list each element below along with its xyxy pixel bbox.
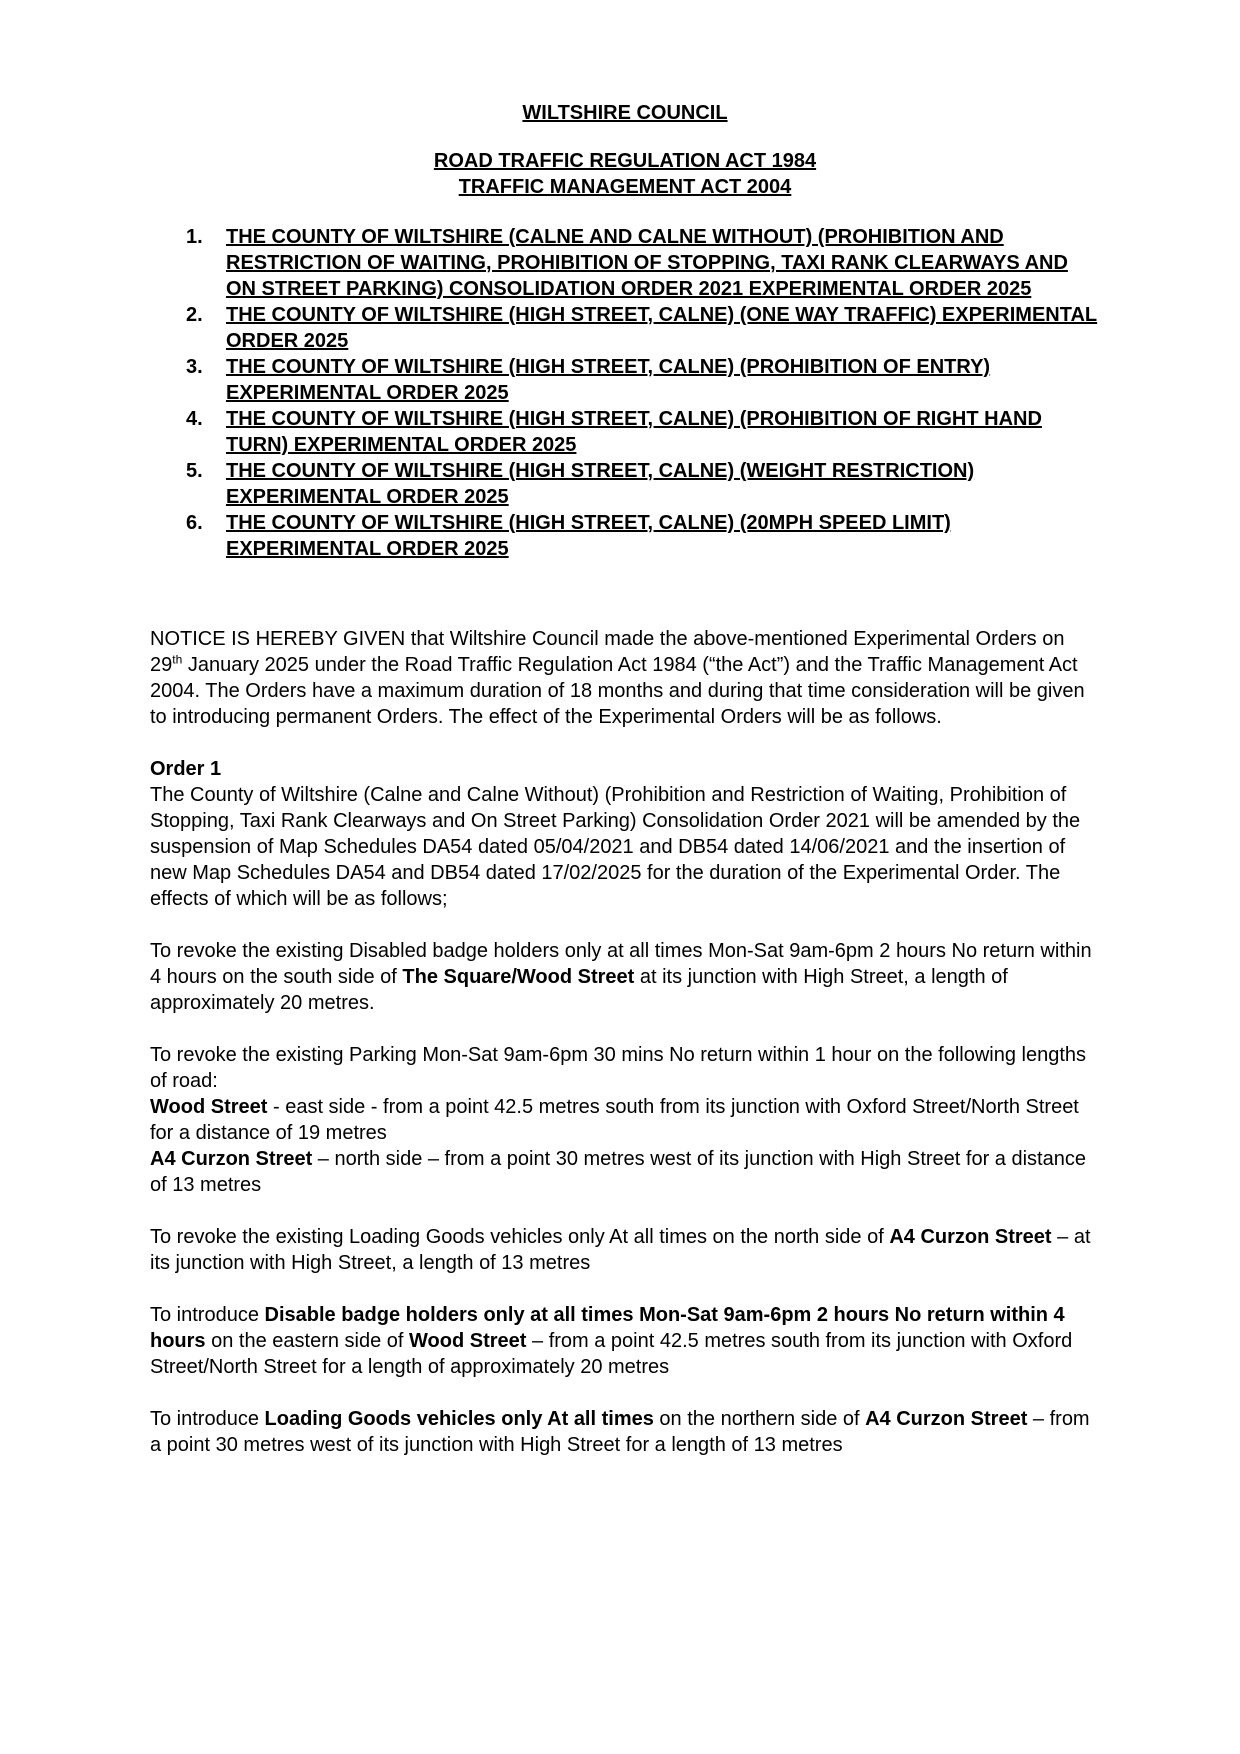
revoke-parking-paragraph (150, 1042, 1100, 1198)
order-number: 6. (186, 512, 203, 534)
para-text: on the northern side of (653, 1408, 866, 1430)
para-text: To introduce (150, 1304, 265, 1326)
order-title: THE COUNTY OF WILTSHIRE (HIGH STREET, CALNE) (20MPH SPEED LIMIT) EXPERIMENTAL ORDER 2025 (226, 512, 951, 560)
para-text: at its junction with High Street, a length of approximately 20 metres. (150, 966, 1008, 1014)
order1-heading: Order 1 (150, 758, 222, 780)
list-item (150, 458, 1100, 510)
para-text: on the eastern side of (205, 1330, 410, 1352)
list-item (150, 354, 1100, 406)
street-name: A4 Curzon Street (150, 1148, 313, 1170)
order-number: 3. (186, 356, 203, 378)
notice-text: NOTICE IS HEREBY GIVEN that Wiltshire Council made the above-mentioned Experimental Orders on 29 (150, 628, 1065, 676)
list-item (150, 510, 1100, 562)
order-title: THE COUNTY OF WILTSHIRE (HIGH STREET, CALNE) (PROHIBITION OF ENTRY) EXPERIMENTAL ORDER 2025 (226, 356, 991, 404)
restriction-name: Disable badge holders only at all times Mon-Sat 9am-6pm 2 hours No return within 4 hours (150, 1304, 1065, 1352)
notice-text-cont: January 2025 under the Road Traffic Regulation Act 1984 (“the Act”) and the Traffic Management Act 2004. The Orders have a maximum duration of 18 months and during that time consideration will be given to introducing permanent Orders. The effect of the Experimental Orders will be as follows. (150, 654, 1085, 728)
order-number: 1. (186, 226, 203, 248)
para-text: To introduce (150, 1408, 265, 1430)
list-item (150, 302, 1100, 354)
revoke-loading-paragraph (150, 1224, 1100, 1276)
street-name: The Square/Wood Street (402, 966, 635, 988)
order-title: THE COUNTY OF WILTSHIRE (HIGH STREET, CALNE) (ONE WAY TRAFFIC) EXPERIMENTAL ORDER 2025 (226, 304, 1098, 352)
notice-paragraph (150, 626, 1100, 730)
para-text: To revoke the existing Loading Goods vehicles only At all times on the north side of (150, 1226, 890, 1248)
street-name: A4 Curzon Street (865, 1408, 1028, 1430)
list-item (150, 224, 1100, 302)
para-text: – from a point 30 metres west of its junction with High Street for a length of 13 metres (150, 1408, 1090, 1456)
revoke-disabled-paragraph (150, 938, 1100, 1016)
order-title: THE COUNTY OF WILTSHIRE (HIGH STREET, CALNE) (PROHIBITION OF RIGHT HAND TURN) EXPERIMENTAL ORDER 2025 (226, 408, 1042, 456)
para-text: – from a point 42.5 metres south from its junction with Oxford Street/North Street for a length of approximately 20 metres (150, 1330, 1073, 1378)
street-name: Wood Street (409, 1330, 527, 1352)
street-name: A4 Curzon Street (889, 1226, 1052, 1248)
para-text: To revoke the existing Disabled badge holders only at all times Mon-Sat 9am-6pm 2 hours No return within 4 hours on the south side of (150, 940, 1092, 988)
order-number: 5. (186, 460, 203, 482)
order1-intro-paragraph (150, 756, 1100, 912)
document-page (150, 100, 1100, 1484)
para-text: – at its junction with High Street, a length of 13 metres (150, 1226, 1091, 1274)
para-text: - east side - from a point 42.5 metres south from its junction with Oxford Street/North Street for a distance of 19 metres (150, 1096, 1079, 1144)
order-number: 2. (186, 304, 203, 326)
orders-list (150, 224, 1100, 562)
list-item (150, 406, 1100, 458)
order-title: THE COUNTY OF WILTSHIRE (HIGH STREET, CALNE) (WEIGHT RESTRICTION) EXPERIMENTAL ORDER 2025 (226, 460, 975, 508)
act-title-2: TRAFFIC MANAGEMENT ACT 2004 (458, 176, 792, 198)
council-title: WILTSHIRE COUNCIL (522, 102, 728, 124)
street-name: Wood Street (150, 1096, 268, 1118)
para-text: – north side – from a point 30 metres west of its junction with High Street for a distance of 13 metres (150, 1148, 1086, 1196)
order-title: THE COUNTY OF WILTSHIRE (CALNE AND CALNE WITHOUT) (PROHIBITION AND RESTRICTION OF WAITING, PROHIBITION OF STOPPING, TAXI RANK CLEARWAYS AND ON STREET PARKING) CONSOLIDATION ORDER 2021 EXPERIMENTAL ORDER 2025 (226, 226, 1068, 300)
act-title-1: ROAD TRAFFIC REGULATION ACT 1984 (433, 150, 817, 172)
order-number: 4. (186, 408, 203, 430)
introduce-loading-paragraph (150, 1406, 1100, 1458)
date-superscript: th (172, 652, 183, 667)
order1-intro: The County of Wiltshire (Calne and Calne Without) (Prohibition and Restriction of Waiting, Prohibition of Stopping, Taxi Rank Clearways and On Street Parking) Consolidation Order 2021 will be amended by the suspension of Map Schedules DA54 dated 05/04/2021 and DB54 dated 14/06/2021 and the insertion of new Map Schedules DA54 and DB54 dated 17/02/2025 for the duration of the Experimental Order. The effects of which will be as follows; (150, 784, 1081, 910)
introduce-disabled-paragraph (150, 1302, 1100, 1380)
para-text: To revoke the existing Parking Mon-Sat 9am-6pm 30 mins No return within 1 hour on the following lengths of road: (150, 1044, 1087, 1092)
restriction-name: Loading Goods vehicles only At all times (264, 1408, 654, 1430)
